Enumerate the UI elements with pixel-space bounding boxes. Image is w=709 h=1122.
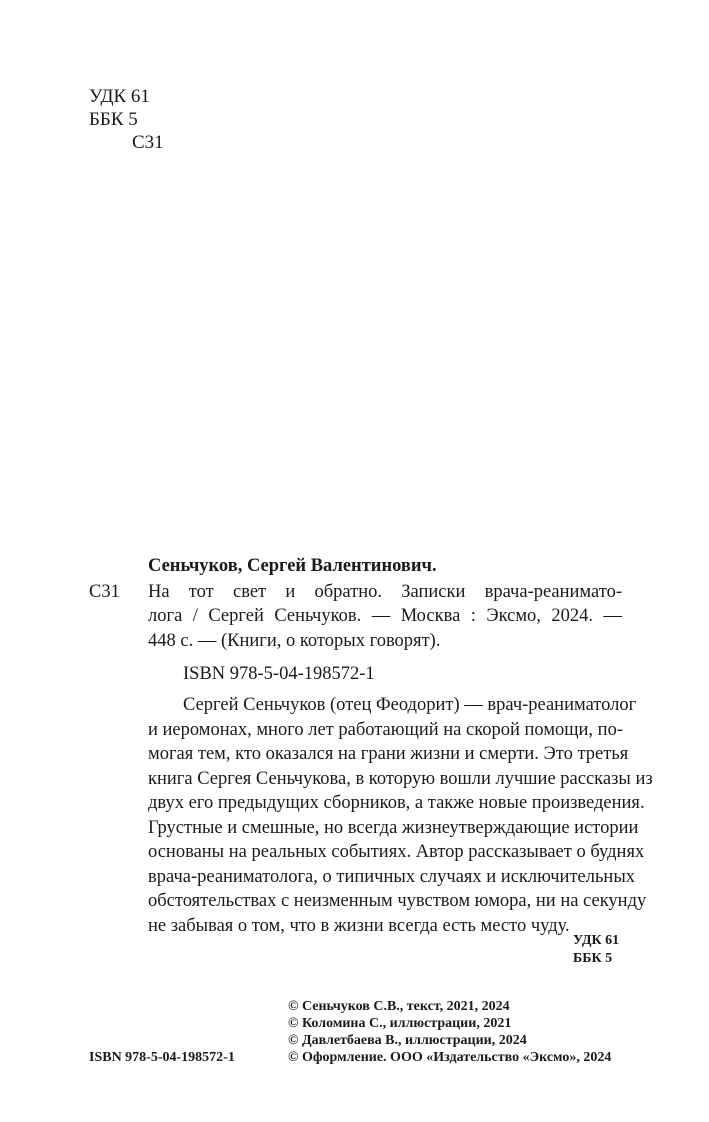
annotation-line-7: основаны на реальных событиях. Автор рассказывает о буднях <box>148 842 645 862</box>
bibliographic-line-3: 448 с. — (Книги, о которых говорят). <box>148 631 441 651</box>
copyright-illustrations-2: © Давлетбаева В., иллюстрации, 2024 <box>288 1033 527 1048</box>
annotation-line-5: двух его предыдущих сборников, а также новые произведения. <box>148 793 645 813</box>
udk-code-bottom: УДК 61 <box>573 933 620 948</box>
udk-code-top: УДК 61 <box>89 86 150 107</box>
isbn-record: ISBN 978-5-04-198572-1 <box>183 664 375 684</box>
annotation-line-3: могая тем, кто оказался на грани жизни и смерти. Это третья <box>148 744 629 764</box>
annotation-last-line: не забывая о том, что в жизни всегда есть место чуду. <box>148 916 570 936</box>
copyright-illustrations-1: © Коломина С., иллюстрации, 2021 <box>288 1016 512 1031</box>
bibliographic-line-1: На тот свет и обратно. Записки врача-реанимато- <box>148 582 622 602</box>
annotation-line-6: Грустные и смешные, но всегда жизнеутверждающие истории <box>148 818 639 838</box>
copyright-design: © Оформление. ООО «Издательство «Эксмо», 2024 <box>288 1050 612 1065</box>
annotation-line-1: Сергей Сеньчуков (отец Феодорит) — врач-реаниматолог <box>183 695 637 715</box>
author-mark-top: С31 <box>132 132 164 153</box>
isbn-footer: ISBN 978-5-04-198572-1 <box>89 1050 235 1065</box>
annotation-line-9: обстоятельствах с неизменным чувством юмора, ни на секунду <box>148 891 647 911</box>
author-heading: Сеньчуков, Сергей Валентинович. <box>148 556 437 576</box>
author-mark: С31 <box>89 582 120 602</box>
copyright-text: © Сеньчуков С.В., текст, 2021, 2024 <box>288 999 510 1014</box>
bibliographic-line-2: лога / Сергей Сеньчуков. — Москва : Эксмо, 2024. — <box>148 606 622 626</box>
bbk-code-top: ББК 5 <box>89 109 138 130</box>
annotation-line-8: врача-реаниматолога, о типичных случаях и исключительных <box>148 867 636 887</box>
annotation-line-4: книга Сергея Сеньчукова, в которую вошли лучшие рассказы из <box>148 769 653 789</box>
annotation-line-2: и иеромонах, много лет работающий на скорой помощи, по- <box>148 720 623 740</box>
bbk-code-bottom: ББК 5 <box>573 951 613 966</box>
